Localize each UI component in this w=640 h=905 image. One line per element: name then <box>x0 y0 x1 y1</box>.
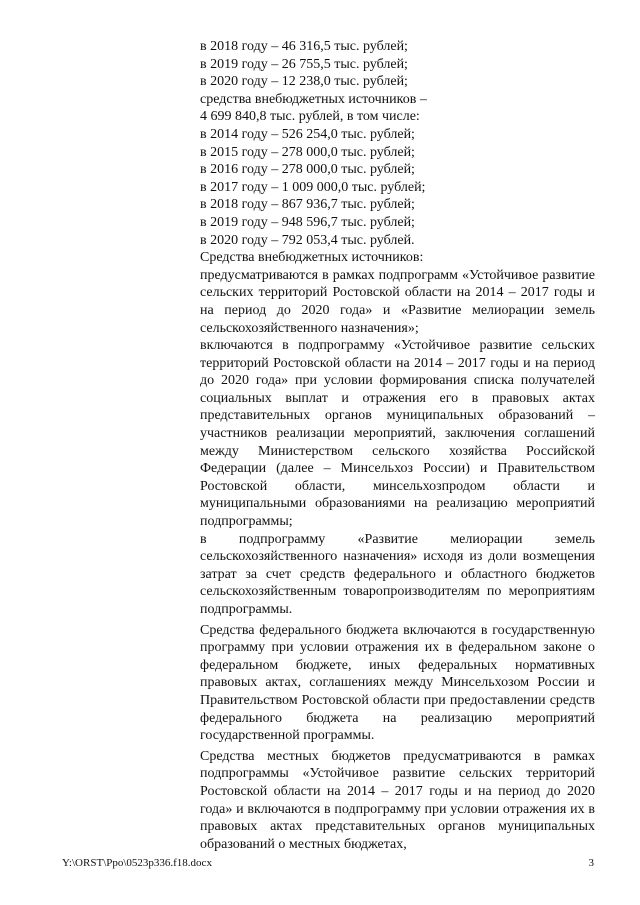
text-line: в 2016 году – 278 000,0 тыс. рублей; <box>200 162 415 178</box>
text-line: средства внебюджетных источников – <box>200 91 427 107</box>
page-footer <box>62 857 594 870</box>
text-line: 4 699 840,8 тыс. рублей, в том числе: <box>200 109 420 125</box>
page-number: 3 <box>588 857 594 869</box>
paragraph-offbudget-inclusion: включаются в подпрограмму «Устойчивое развитие сельских территорий Ростовской области на 2014 – 2017 годы и на период до 2020 года» при условии формирования списка получателей социальных выплат и отражения его в правовых актах представительных органов муниципальных образований – участников реализации мероприятий, заключения соглашений между Министерством сельского хозяйства Российской Федерации (далее – Минсельхоз России) и Правительством Ростовской области, минсельхозпродом области и муниципальными образованиями на реализацию мероприятий подпрограммы; <box>200 338 595 530</box>
document-body <box>200 38 595 853</box>
section-heading: Средства внебюджетных источников: <box>200 250 424 266</box>
paragraph-federal-budget: Средства федерального бюджета включаются в государственную программу при условии отражения их в федеральном законе о федеральном бюджете, иных федеральных нормативных правовых актах, соглашениях между Минсельхозом России и Правительством Ростовской области при предоставлении средств федерального бюджета на реализацию мероприятий государственной программы. <box>200 622 595 744</box>
file-path: Y:\ORST\Ppo\0523p336.f18.docx <box>62 857 212 869</box>
text-line: в 2019 году – 26 755,5 тыс. рублей; <box>200 56 408 72</box>
text-line: в 2020 году – 792 053,4 тыс. рублей. <box>200 232 415 248</box>
text-line: в 2015 году – 278 000,0 тыс. рублей; <box>200 144 415 160</box>
paragraph-local-budgets: Средства местных бюджетов предусматриваются в рамках подпрограммы «Устойчивое развитие сельских территорий Ростовской области на 2014 – 2017 годы и на период до 2020 года» и включаются в подпрограмму при условии отражения их в правовых актах представительных органов муниципальных образований о местных бюджетах, <box>200 748 595 852</box>
text-line: в 2017 году – 1 009 000,0 тыс. рублей; <box>200 179 426 195</box>
text-line: в 2019 году – 948 596,7 тыс. рублей; <box>200 214 415 230</box>
paragraph-offbudget-provision: предусматриваются в рамках подпрограмм «Устойчивое развитие сельских территорий Ростовской области на 2014 – 2017 годы и на период до 2020 года» и «Развитие мелиорации земель сельскохозяйственного назначения»; <box>200 267 595 336</box>
text-line: в 2014 году – 526 254,0 тыс. рублей; <box>200 126 415 142</box>
text-line: в 2018 году – 867 936,7 тыс. рублей; <box>200 197 415 213</box>
paragraph-melioration: в подпрограмму «Развитие мелиорации земель сельскохозяйственного назначения» исходя из доли возмещения затрат за счет средств федерального и областного бюджетов сельскохозяйственным товаропроизводителям по мероприятиям подпрограммы. <box>200 531 595 617</box>
text-line: в 2018 году – 46 316,5 тыс. рублей; <box>200 39 408 54</box>
text-line: в 2020 году – 12 238,0 тыс. рублей; <box>200 74 408 90</box>
